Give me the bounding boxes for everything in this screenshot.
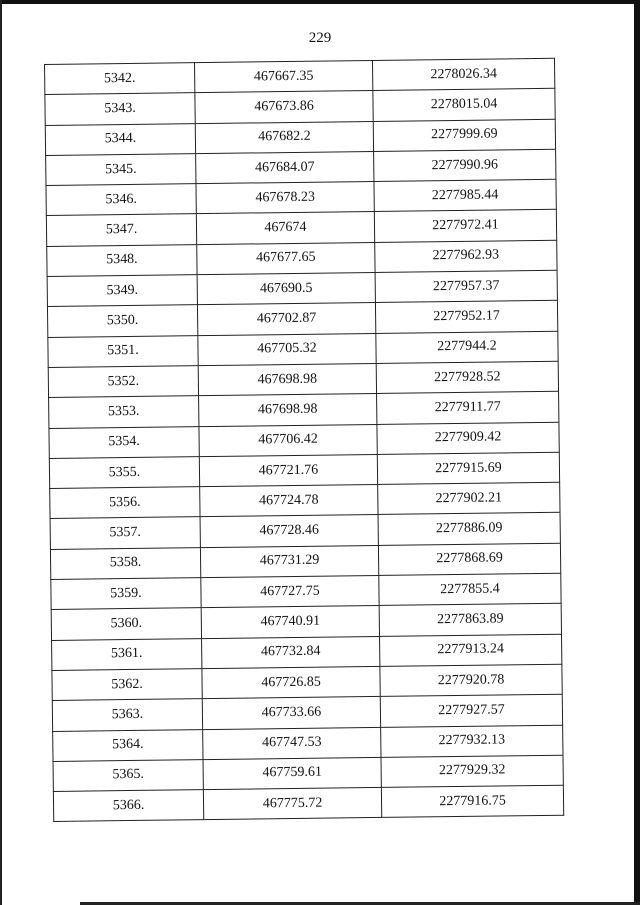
point-number-cell: 5356. — [50, 487, 200, 519]
x-coordinate-cell: 467721.76 — [199, 454, 377, 486]
x-coordinate-cell: 467682.2 — [195, 121, 373, 153]
point-number-cell: 5355. — [49, 456, 199, 488]
x-coordinate-cell: 467673.86 — [195, 91, 373, 123]
y-coordinate-cell: 2277927.57 — [380, 694, 562, 727]
y-coordinate-cell: 2277944.2 — [376, 331, 558, 364]
x-coordinate-cell: 467727.75 — [201, 575, 379, 607]
y-coordinate-cell: 2277920.78 — [380, 664, 562, 697]
y-coordinate-cell: 2277868.69 — [378, 543, 560, 576]
x-coordinate-cell: 467705.32 — [198, 333, 376, 365]
x-coordinate-cell: 467690.5 — [197, 273, 375, 305]
x-coordinate-cell: 467706.42 — [199, 424, 377, 456]
scan-border-right — [634, 0, 640, 905]
page-number: 229 — [308, 30, 332, 46]
coordinate-table-container — [44, 58, 563, 823]
x-coordinate-cell: 467775.72 — [203, 788, 381, 820]
y-coordinate-cell: 2277909.42 — [377, 422, 559, 455]
x-coordinate-cell: 467740.91 — [201, 606, 379, 638]
x-coordinate-cell: 467674 — [196, 212, 374, 244]
y-coordinate-cell: 2277972.41 — [374, 210, 556, 243]
x-coordinate-cell: 467731.29 — [200, 545, 378, 577]
point-number-cell: 5365. — [53, 759, 203, 791]
y-coordinate-cell: 2277999.69 — [373, 119, 555, 152]
x-coordinate-cell: 467698.98 — [199, 394, 377, 426]
point-number-cell: 5363. — [52, 699, 202, 731]
x-coordinate-cell: 467726.85 — [202, 666, 380, 698]
y-coordinate-cell: 2277957.37 — [375, 270, 557, 303]
point-number-cell: 5360. — [51, 608, 201, 640]
y-coordinate-cell: 2277962.93 — [375, 240, 557, 273]
point-number-cell: 5347. — [46, 214, 196, 246]
point-number-cell: 5354. — [49, 426, 199, 458]
point-number-cell: 5342. — [45, 63, 195, 95]
y-coordinate-cell: 2277855.4 — [379, 573, 561, 606]
y-coordinate-cell: 2277902.21 — [378, 482, 560, 515]
x-coordinate-cell: 467698.98 — [198, 363, 376, 395]
x-coordinate-cell: 467678.23 — [196, 182, 374, 214]
scan-border-left — [0, 0, 2, 905]
point-number-cell: 5348. — [47, 244, 197, 276]
y-coordinate-cell: 2277929.32 — [381, 755, 563, 788]
x-coordinate-cell: 467684.07 — [196, 151, 374, 183]
y-coordinate-cell: 2278015.04 — [373, 89, 555, 122]
point-number-cell: 5346. — [46, 184, 196, 216]
y-coordinate-cell: 2277985.44 — [374, 179, 556, 212]
point-number-cell: 5345. — [46, 154, 196, 186]
point-number-cell: 5352. — [48, 366, 198, 398]
y-coordinate-cell: 2277913.24 — [380, 634, 562, 667]
x-coordinate-cell: 467759.61 — [203, 757, 381, 789]
point-number-cell: 5344. — [45, 123, 195, 155]
x-coordinate-cell: 467702.87 — [197, 303, 375, 335]
x-coordinate-cell: 467728.46 — [200, 515, 378, 547]
point-number-cell: 5353. — [49, 396, 199, 428]
y-coordinate-cell: 2277916.75 — [381, 785, 563, 818]
coordinate-table — [44, 58, 564, 823]
point-number-cell: 5350. — [47, 305, 197, 337]
x-coordinate-cell: 467667.35 — [194, 60, 372, 92]
x-coordinate-cell: 467732.84 — [202, 636, 380, 668]
point-number-cell: 5343. — [45, 93, 195, 125]
scan-border-top — [0, 0, 640, 4]
point-number-cell: 5349. — [47, 275, 197, 307]
x-coordinate-cell: 467747.53 — [203, 727, 381, 759]
y-coordinate-cell: 2277863.89 — [379, 604, 561, 637]
y-coordinate-cell: 2277932.13 — [381, 725, 563, 758]
point-number-cell: 5358. — [50, 547, 200, 579]
point-number-cell: 5366. — [53, 790, 203, 822]
y-coordinate-cell: 2277915.69 — [377, 452, 559, 485]
y-coordinate-cell: 2277911.77 — [377, 392, 559, 425]
point-number-cell: 5361. — [52, 638, 202, 670]
y-coordinate-cell: 2277990.96 — [374, 149, 556, 182]
x-coordinate-cell: 467677.65 — [197, 242, 375, 274]
point-number-cell: 5357. — [50, 517, 200, 549]
y-coordinate-cell: 2278026.34 — [372, 58, 554, 91]
point-number-cell: 5351. — [48, 335, 198, 367]
y-coordinate-cell: 2277886.09 — [378, 513, 560, 546]
point-number-cell: 5362. — [52, 669, 202, 701]
coordinate-table-body — [45, 58, 564, 822]
x-coordinate-cell: 467733.66 — [202, 697, 380, 729]
y-coordinate-cell: 2277928.52 — [376, 361, 558, 394]
point-number-cell: 5364. — [53, 729, 203, 761]
table-row — [53, 785, 563, 822]
x-coordinate-cell: 467724.78 — [200, 485, 378, 517]
y-coordinate-cell: 2277952.17 — [375, 301, 557, 334]
point-number-cell: 5359. — [51, 578, 201, 610]
